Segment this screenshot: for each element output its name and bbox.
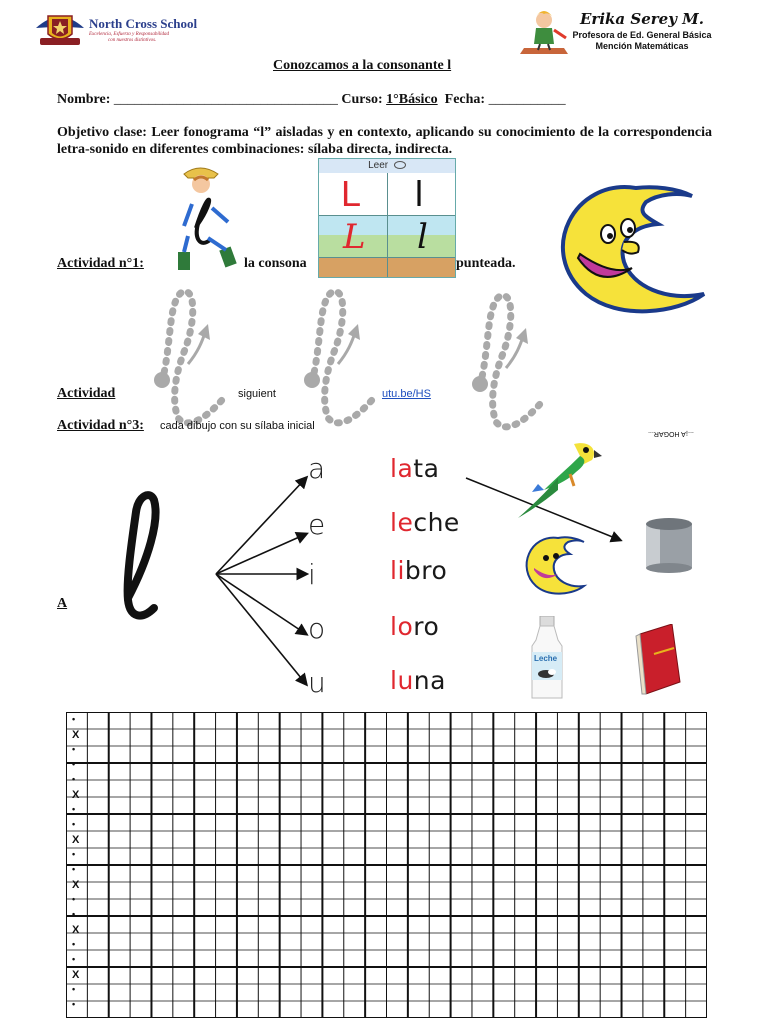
grid-row-mark: • (72, 774, 76, 784)
grid-row-mark: X (72, 789, 80, 801)
activity-1-label (57, 256, 144, 272)
tin-can-image (640, 516, 698, 574)
grid-row-marks (68, 712, 92, 1018)
letter-l-card (318, 158, 456, 278)
grid-row-mark: • (72, 804, 76, 814)
activity-2-label: Actividad (57, 386, 116, 401)
tracing-letter-1[interactable] (148, 282, 238, 432)
grid-row-mark: • (72, 954, 76, 964)
teacher-title-line-2: Mención Matemáticas (595, 41, 689, 51)
word-rest-bro: bro (404, 556, 448, 585)
word-leche (390, 508, 460, 537)
grid-row-mark: X (72, 729, 80, 741)
grid-row-mark: • (72, 849, 76, 859)
syllable-lu: lu (390, 666, 414, 695)
kid-cursive-l-illustration (170, 164, 242, 274)
vowel-e: e (308, 508, 326, 541)
letter-card-header (319, 159, 455, 173)
word-libro (390, 556, 447, 585)
tracing-letter-3[interactable] (466, 286, 556, 436)
eye-icon (394, 161, 406, 169)
upside-down-snippet: ...¡A HOGAR... (648, 430, 694, 437)
print-uppercase-l: L (341, 173, 362, 214)
tracing-letter-2[interactable] (298, 282, 388, 432)
big-cursive-l (114, 490, 194, 630)
activity-1-title: Actividad n°1: (57, 256, 144, 271)
course-label: Curso: (341, 92, 383, 107)
syllable-le: le (390, 508, 414, 537)
grid-row-mark: • (72, 759, 76, 769)
activity-1-text-mid: la consona (244, 256, 307, 271)
letter-card-header-label: Leer (368, 160, 389, 171)
milk-label: Leche (534, 654, 558, 663)
word-luna (390, 666, 446, 695)
course-value: 1°Básico (386, 92, 438, 107)
little-prince-illustration (516, 8, 572, 54)
grid-row-mark: • (72, 999, 76, 1009)
word-lata (390, 454, 439, 483)
syllable-panel (60, 446, 720, 708)
grid-row-mark: • (72, 819, 76, 829)
vowel-i: i (308, 558, 316, 591)
grid-row-mark: • (72, 714, 76, 724)
grid-row-mark: • (72, 939, 76, 949)
handwriting-grid[interactable] (66, 712, 707, 1018)
word-rest-na: na (413, 666, 446, 695)
grid-row-mark: • (72, 984, 76, 994)
grid-row-mark: X (72, 924, 80, 936)
cursive-lowercase-l: l (417, 217, 428, 257)
date-blank[interactable]: ___________ (488, 92, 566, 107)
vowel-arrows (210, 458, 320, 688)
name-blank[interactable]: ________________________________ (113, 92, 338, 107)
grid-row-mark: X (72, 879, 80, 891)
school-motto-line-1: Excelencia, Esfuerzo y Responsabilidad (89, 32, 169, 37)
word-rest-che: che (413, 508, 460, 537)
activity-2-video-link[interactable]: utu.be/HS (382, 388, 431, 400)
vowel-o: o (308, 612, 326, 645)
word-rest-ro: ro (413, 612, 440, 641)
syllable-lo: lo (390, 612, 414, 641)
syllable-la: la (390, 454, 414, 483)
parrot-image (514, 434, 604, 524)
word-rest-ta: ta (413, 454, 440, 483)
grid-row-mark: X (72, 834, 80, 846)
cursive-uppercase-l: L (343, 217, 366, 257)
grid-row-mark: • (72, 894, 76, 904)
date-label: Fecha: (444, 92, 486, 107)
milk-bottle-image (526, 616, 568, 702)
activity-3-label: Actividad n°3: (57, 418, 144, 433)
vowel-u: u (308, 666, 326, 699)
syllable-li: li (390, 556, 405, 585)
grid-row-mark: • (72, 864, 76, 874)
worksheet-title: Conozcamos a la consonante l (273, 58, 452, 73)
class-objective: Objetivo clase: Leer fonograma “l” aisladas y en contexto, aplicando su conocimiento de la correspondencia letra-sonido en diferentes combinaciones: sílaba directa, indirecta. (57, 125, 712, 157)
grid-row-mark: • (72, 909, 76, 919)
teacher-name: Erika Serey M. (580, 10, 704, 28)
red-book-image (632, 624, 684, 696)
moon-illustration (546, 182, 710, 316)
grid-row-mark: X (72, 969, 80, 981)
grid-row-mark: • (72, 744, 76, 754)
activity-1-text-end: punteada. (456, 256, 516, 271)
activity-4-label: A (57, 596, 68, 611)
name-label: Nombre: (57, 92, 111, 107)
school-logo (34, 8, 86, 48)
student-form-line (57, 92, 566, 108)
small-moon-image (518, 534, 588, 598)
school-motto-line-2: con nuestros distintivos. (108, 38, 157, 43)
word-loro (390, 612, 439, 641)
activity-3-text: cada dibujo con su sílaba inicial (160, 420, 315, 432)
vowel-a: a (308, 452, 326, 485)
school-name: North Cross School (89, 16, 198, 31)
activity-2-text: siguient (238, 388, 276, 400)
print-lowercase-l: l (415, 173, 423, 214)
teacher-title-line-1: Profesora de Ed. General Básica (572, 30, 712, 40)
